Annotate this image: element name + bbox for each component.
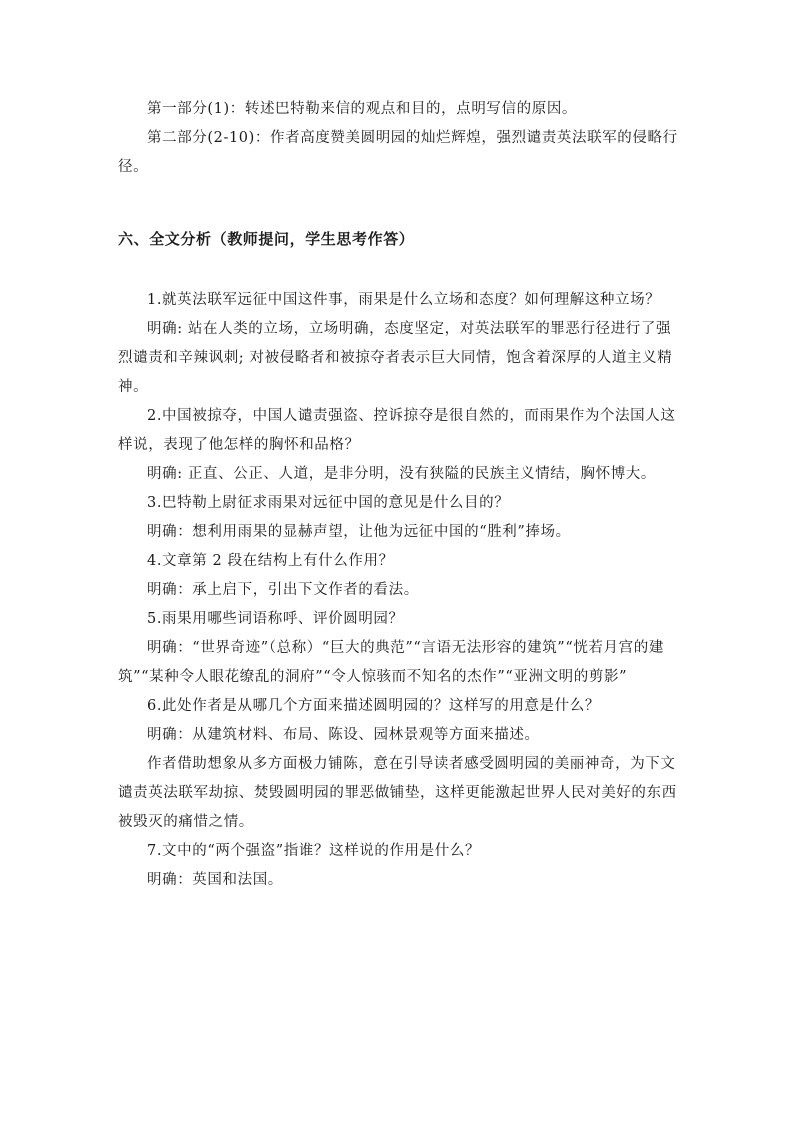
- question-4: 4.文章第 2 段在结构上有什么作用？: [147, 553, 394, 569]
- answer-3: 明确：想利用雨果的显赫声望，让他为远征中国的“胜利”捧场。: [147, 524, 571, 540]
- answer-7: 明确：英国和法国。: [147, 872, 283, 888]
- answer-2: 明确: 正直、公正、人道，是非分明，没有狭隘的民族主义情结，胸怀博大。: [147, 466, 656, 482]
- answer-5: 明确：“世界奇迹”（总称）“巨大的典范”“言语无法形容的建筑”“恍若月宫的建筑”“某种令人眼花缭乱的洞府”“令人惊骇而不知名的杰作”“亚洲文明的剪影”: [118, 640, 664, 685]
- question-3: 3.巴特勒上尉征求雨果对远征中国的意见是什么目的？: [147, 495, 510, 511]
- answer-6-extra: 作者借助想象从多方面极力铺陈，意在引导读者感受圆明园的美丽神奇，为下文谴责英法联军劫掠、焚毁圆明园的罪恶做铺垫，这样更能激起世界人民对美好的东西被毁灭的痛惜之情。: [118, 756, 677, 830]
- section-heading: 六、全文分析（教师提问，学生思考作答）: [118, 230, 415, 248]
- question-2: 2.中国被掠夺，中国人谴责强盗、控诉掠夺是很自然的，而雨果作为个法国人这样说，表现了他怎样的胸怀和品格？: [118, 408, 676, 453]
- answer-1: 明确: 站在人类的立场，立场明确，态度坚定，对英法联军的罪恶行径进行了强烈谴责和辛辣讽刺; 对被侵略者和被掠夺者表示巨大同情，饱含着深厚的人道主义精神。: [118, 321, 673, 395]
- summary-part-1: 第一部分(1)：转述巴特勒来信的观点和目的，点明写信的原因。: [147, 101, 578, 117]
- answer-4: 明确：承上启下，引出下文作者的看法。: [147, 582, 419, 598]
- answer-6: 明确：从建筑材料、布局、陈设、园林景观等方面来描述。: [147, 727, 540, 743]
- summary-part-2: 第二部分(2-10)：作者高度赞美圆明园的灿烂辉煌，强烈谴责英法联军的侵略行径。: [118, 130, 678, 175]
- question-7: 7.文中的“两个强盗”指谁？这样说的作用是什么？: [147, 843, 481, 859]
- qa-list: [118, 286, 678, 895]
- structure-summary: [118, 95, 678, 182]
- question-6: 6.此处作者是从哪几个方面来描述圆明园的？这样写的用意是什么？: [147, 698, 600, 714]
- question-5: 5.雨果用哪些词语称呼、评价圆明园？: [147, 611, 404, 627]
- question-1: 1.就英法联军远征中国这件事，雨果是什么立场和态度？如何理解这种立场？: [147, 292, 661, 308]
